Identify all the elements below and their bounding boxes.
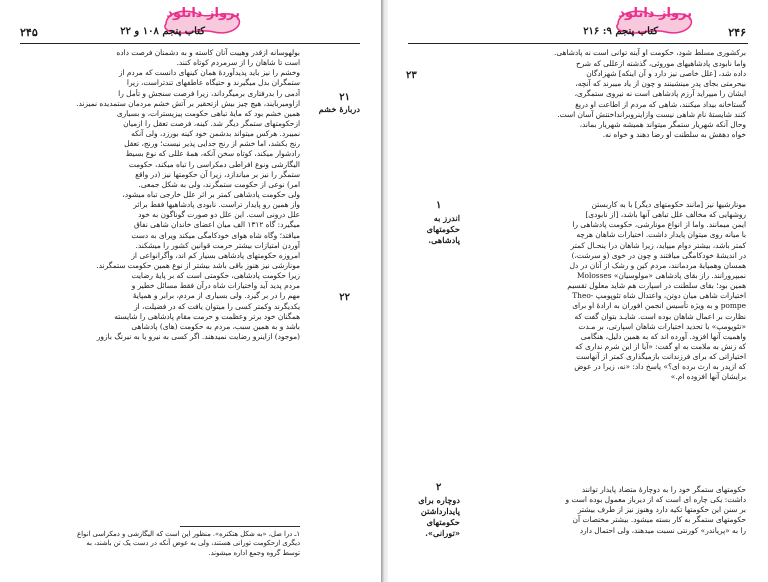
- text-line: روشهایی که مخالف علل تباهی آنها باشد، [از نابودی]: [585, 210, 746, 220]
- book-gutter: [381, 0, 388, 582]
- section-body: [20, 48, 300, 190]
- section-body: [20, 190, 300, 342]
- text-line: میگیرد: گاه ۱۳۱۲ الف میان اعضای خاندان شاهی نفاق: [134, 220, 300, 230]
- text-line: بیحرمتی بجای پدر مینشینند و چون از یاد میبرند که آنچه،: [575, 79, 746, 89]
- text-line: وحال آنکه شهریار ستمگر میتواند همیشه شهریار بماند،: [579, 119, 746, 129]
- text-line: آدمی را بدرفتاری برمیگرداند، زیرا فرصت سنجش و تأمل را: [118, 88, 300, 98]
- margin-title: [392, 495, 460, 539]
- section-body: [464, 485, 746, 536]
- footnote-line: دیگری ازحکومت تورانی هستند، ولی به عوض آنکه در دست یک تن باشند، به: [86, 539, 300, 548]
- text-line: ستمگران بدل میگیرند و حتیگاه عاطفهای تندتراست، زیرا: [126, 78, 300, 88]
- margin-title-line: پادشاهی.: [428, 235, 460, 245]
- running-header: [20, 26, 360, 42]
- section-number: ۲۲: [339, 292, 350, 303]
- text-line: الیگارشی ونوع افراطی دمکراسی را تباه میکند، حکومت: [128, 159, 300, 169]
- text-line: «تئوپومپ» با تحدید اختیارات شاهان اسپارتی، بر مـدت: [578, 321, 746, 331]
- header-title: کتاب پنجم ۹: ۲۱۶: [583, 26, 658, 37]
- text-line: ولی حکومت پادشاهی کمتر بر اثر علل خارجی تباه میشود،: [122, 190, 300, 199]
- text-line: را به «پریاندر» کورنتی نسبت میدهند، ولی احتمال دارد: [579, 525, 746, 535]
- text-line: همگنان خود برتر وعظمت و حرمت مقام پادشاهی را شایسته: [114, 311, 300, 321]
- text-line: که ازپدر به ارث برده ای؟» پاسخ داد: «نه، زیرا در عوض: [574, 362, 746, 372]
- text-line: رنج بکشد، اما خشم از رنج جدایی پذیر نیست؛ ورنج، تعقل: [124, 139, 300, 149]
- header-rule: [20, 43, 360, 44]
- section-number: ۲۳: [406, 70, 417, 81]
- margin-title-line: پایدارداشتن: [420, 506, 460, 516]
- text-line: است تا شاهان را از سرمردم کوتاه کنند.: [176, 58, 300, 68]
- text-line: حکومتهای ستمگر به کار بسته میشود. بیشتر مختصات آن: [572, 515, 746, 525]
- logo-text: پرواز دانلود: [618, 6, 692, 21]
- section-number: ۲۱: [339, 92, 350, 103]
- text-line: مونارشی نیز هنوز باقی باشد بیشتر از نوع همین حکومت ستمگرند.: [96, 260, 300, 270]
- footnote-line: ۱ـ درا صل، «به شکل هتکتره». منظور این است که الیگارشی و دمکراسی انواع: [77, 530, 300, 538]
- margin-title-line: حکومتهای: [426, 224, 460, 234]
- margin-title-line: حکومتهای: [426, 517, 460, 527]
- text-line: علل درونی است. این علل دو صورت گوناگون به خود: [138, 210, 300, 220]
- text-line: داشت: یکی چاره ای است که از دیرباز معمول بوده است و: [565, 495, 746, 505]
- left-page: [0, 0, 382, 582]
- text-line: نظارت بر اعمال شاهان بوده است. شایـد بتوان گفت که: [574, 311, 746, 321]
- text-line: واهمیت آنها افزود. آورده اند که به همین دلیل، هنگامی: [580, 331, 746, 341]
- text-line: در اندیشهٔ خودکامگی میافتند و چون در خوی (و سرشت،): [571, 250, 746, 260]
- text-line: مهم را در بر گیرد. ولی بسیاری از مردم، برابر و همپایهٔ: [132, 291, 300, 301]
- text-line: نمیپرورانند. راز بقای پادشاهی «مولوسیان» Molosses: [576, 270, 746, 280]
- text-line: همسان وهمپایهٔ مردمانند، مردم کین و رشک از آنان در دل: [569, 260, 746, 270]
- text-line: (موجود) ازاینرو رضایت نمیدهند. اگر کسی به نیرو یا به نیرنگ بازور: [96, 331, 300, 341]
- footnote: [20, 530, 300, 558]
- header-title: کتاب پنجم ۱۰۸ و ۲۲: [120, 26, 205, 37]
- text-line: حکومتهای ستمگر خود را به دوچارهٔ متضاد پایدار توانند: [581, 485, 746, 494]
- text-line: نمیبرد. هرکس میتواند بدشمن خود کینه بورزد، ولی آنکه: [131, 129, 300, 139]
- text-line: داده شد، [علل خاصی نیز دارد و آن اینکه] شهزادگان: [586, 69, 746, 79]
- text-line: همین بود؛ بقای سلطنت در اسپارت هم شاید معلول تقسیم: [567, 281, 746, 291]
- margin-title: [319, 104, 360, 115]
- text-line: رادشوار میکند، کوتاه سخن آنکه، همهٔ عللی که نوع بسیط: [125, 149, 300, 159]
- text-line: واما نابودی پادشاهیهای موروثی، گذشته ازعللی که شرح: [575, 59, 746, 68]
- page-number: ۲۴۶: [728, 26, 746, 39]
- margin-title-line: دوچاره برای: [418, 495, 460, 505]
- text-line: آوردن امتیازات بیشتر حرمت قوانین کشور را میشکند.: [135, 240, 300, 250]
- text-line: برایشان آنها افزوده ام.»: [670, 372, 746, 382]
- margin-title-line: اندرز به: [433, 213, 460, 223]
- text-line: خواه دهقش به سلطنت او رضا دهند و خواه نه.: [602, 129, 746, 139]
- right-page: [388, 0, 768, 582]
- text-line: واز همین رو پایدار تراست. نابودی پادشاهیها فقط براثر: [133, 200, 300, 210]
- text-line: اختیاراتی که برای فرزندانت بازمیگذاری کمتر از آنهاست: [576, 352, 746, 362]
- text-line: بولهوسانه ازقدر وهیبت آنان کاسته و به دشمنان فرصت داده: [116, 48, 300, 57]
- text-line: ازحکومتهای ستمگر دیگر شد. کینه، فرصت تعقل را ازمیان: [123, 118, 300, 128]
- margin-title-line: دربارهٔ خشم: [318, 104, 360, 114]
- footnote-rule: [180, 526, 300, 527]
- text-line: کنند شایستهٔ نام شاهی نیست وازاینروبرانداختنش آسان است.: [557, 109, 746, 119]
- footnote-line: توسط گروه وجمع اداره میشوند.: [208, 548, 300, 557]
- header-rule: [408, 43, 748, 44]
- text-line: زیرا حکومت پادشاهی، حکومتی است که بر پایهٔ رضایت: [131, 271, 300, 281]
- section-body: [464, 200, 746, 383]
- text-line: pompe و به ویژه تأسیس انجمن افوران به ارادهٔ او برای: [572, 301, 746, 311]
- text-line: همین خشم بود که مایهٔ تباهی حکومت پیزیسترات، و بسیاری: [116, 108, 300, 118]
- text-line: کمتر باشد، بیشتر دوام میپاید، زیرا شاهان درا ینحـال کمتر: [570, 240, 746, 250]
- margin-title: [392, 213, 460, 246]
- margin-title-line: «تورانی».: [425, 528, 460, 538]
- page-number: ۲۴۵: [20, 26, 38, 39]
- text-line: ایمن میمانند. واما از انواع مونارشی، حکومت پادشاهی را: [572, 220, 746, 230]
- text-line: بر سنن این حکومتها تکیه دارد وهنوز نیز از طرف بیشتر: [577, 505, 746, 515]
- text-line: امروزه حکومتهای پادشاهی بسیار کم اند، وأگرانواعی از: [131, 250, 300, 260]
- running-header: [406, 26, 746, 42]
- text-line: برکشوری مسلط شود، حکومت او آینه توانی است نه پادشاهی.: [554, 48, 746, 57]
- text-line: باشد و به همین سبب، مردم به حکومت (های) پادشاهی: [131, 321, 300, 331]
- text-line: گستاخانه بیداد میکنند، شاهی که مردم از اطاعت او دریغ: [575, 99, 746, 109]
- text-line: مونارشیها نیز [مانند حکومتهای دیگر] با به کاربستن: [591, 200, 746, 209]
- section-number: ۲: [436, 482, 442, 493]
- text-line: مردم پدید آید واختیارات شاه درآن فقط مسائل خطیر و: [131, 281, 300, 291]
- text-line: میافتد؛ وگاه شاه هوای خودکامگی میکند ویرای به دست: [131, 230, 300, 240]
- text-line: یکدیگرند وکمتر کسی را میتوان یافت که در فضیلت، از: [134, 301, 300, 311]
- text-line: وخشم را نیز باید پدیدآوردهٔ همان کینهای دانست که مردم از: [118, 68, 300, 78]
- section-number: ۱: [436, 200, 442, 211]
- text-line: امر) نوعی از حکومت ستمگرند، ولی به شکل جمعی.: [138, 179, 300, 189]
- section-body: [464, 59, 746, 140]
- text-line: با میانه روی میتوان پایدار داشت. اختیارات شاهان هرچه: [576, 230, 746, 240]
- text-line: ستمگر را نیز بر میاندازد، زیرا آن حکومتها نیز (در واقع: [135, 169, 300, 179]
- text-line: ایشان را میپراید آرزم پادشاهی است نه نیروی ستمگری،: [574, 89, 746, 99]
- text-line: اختیارات شاهی میان دوتن، واعتدال شاه تئوپومپ -Theo: [572, 291, 746, 301]
- text-line: ازاومیربایند، هیچ چیز بیش ازتحقیر بر آتش خشم مردمان ستمدیده نمیزند.: [76, 98, 300, 108]
- logo-text: پرواز دانلود: [166, 6, 240, 21]
- section-body: [464, 48, 746, 58]
- text-line: که زنش به ملامت به او گفت: «آیا از این شرم نداری که: [575, 341, 746, 351]
